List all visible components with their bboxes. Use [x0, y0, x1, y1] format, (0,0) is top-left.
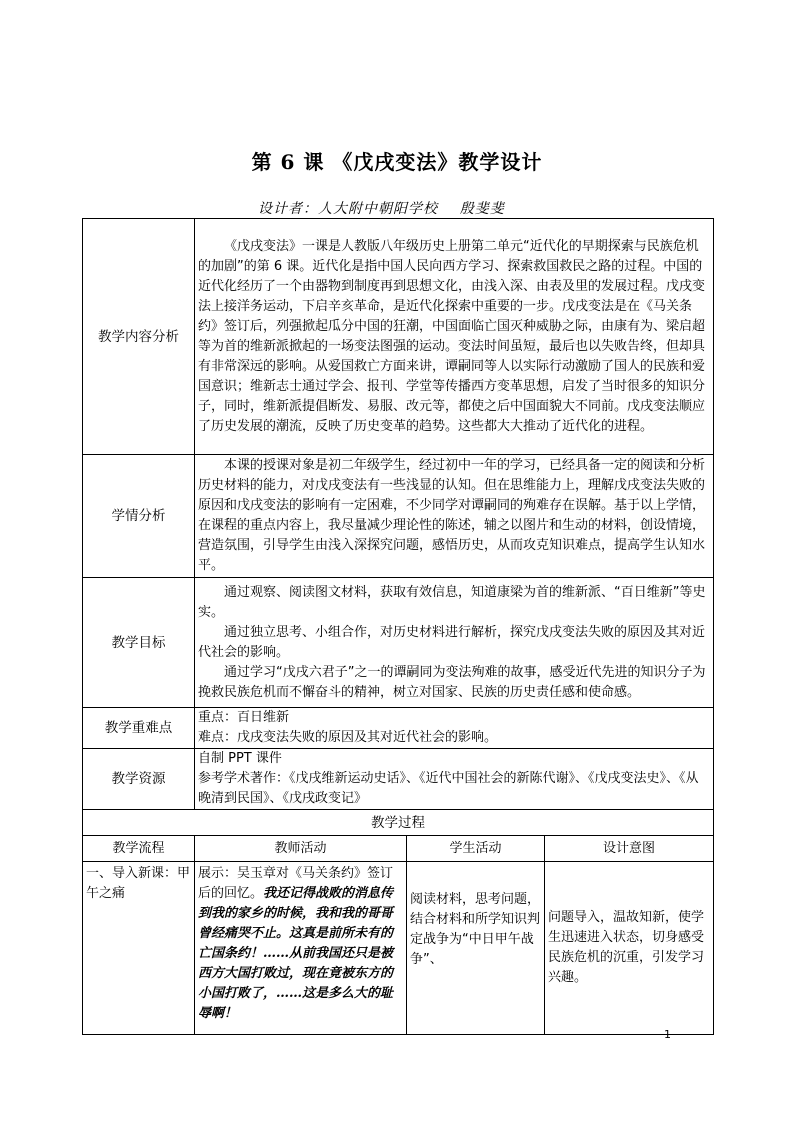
- difficult-point: 难点：戊戌变法失败的原因及其对近代社会的影响。: [198, 730, 498, 745]
- header-teacher: 教师活动: [195, 836, 407, 862]
- process-title: 教学过程: [83, 810, 714, 836]
- objective-2: 通过独立思考、小组合作，对历史材料进行解析，探究戊戌变法失败的原因及其对近代社会的影响。: [198, 624, 706, 660]
- cell-objectives: [195, 578, 714, 708]
- label-resources: 教学资源: [83, 749, 195, 810]
- process-header-row: [83, 836, 714, 862]
- cell-learner-analysis: [195, 455, 714, 578]
- cell-key-points: [195, 708, 714, 749]
- label-key-points: 教学重难点: [83, 708, 195, 749]
- row-content-analysis: [83, 219, 714, 455]
- stage-text: 一、导入新课：甲午之痛: [86, 866, 191, 901]
- objective-1: 通过观察、阅读图文材料，获取有效信息，知道康梁为首的维新派、“百日维新”等史实。: [198, 584, 706, 620]
- key-point: 重点：百日维新: [198, 710, 290, 725]
- label-objectives: 教学目标: [83, 578, 195, 708]
- lesson-plan-table: [82, 218, 714, 1035]
- row-learner-analysis: [83, 455, 714, 578]
- row-key-points: [83, 708, 714, 749]
- cell-stage: [83, 862, 195, 1035]
- cell-intent: [545, 862, 714, 1035]
- label-content-analysis: 教学内容分析: [83, 219, 195, 455]
- objective-3: 通过学习“戊戌六君子”之一的谭嗣同为变法殉难的故事，感受近代先进的知识分子为挽救民族危机而不懈奋斗的精神，树立对国家、民族的历史责任感和使命感。: [198, 664, 706, 700]
- intent-text: 问题导入，温故知新，使学生迅速进入状态，切身感受民族危机的沉重，引发学习兴趣。: [548, 910, 705, 985]
- row-objectives: [83, 578, 714, 708]
- learner-analysis-text: 本课的授课对象是初二年级学生，经过初中一年的学习，已经具备一定的阅读和分析历史材料的能力，对戊戌变法有一些浅显的认知。但在思维能力上，理解戊戌变法失败的原因和戊戌变法的影响有一定困难，不少同学对谭嗣同的殉难存在误解。基于以上学情，在课程的重点内容上，我尽量减少理论性的陈述，辅之以图片和生动的材料，创设情境，营造氛围，引导学生由浅入深探究问题，感悟历史，从而攻克知识难点，提高学生认知水平。: [198, 458, 706, 573]
- student-text: 阅读材料，思考问题，结合材料和所学知识判定战争为“中日甲午战争”、: [410, 892, 541, 967]
- teacher-intro: 展示：吴玉章对《马关条约》签订后的回忆。: [198, 866, 394, 901]
- header-student: 学生活动: [407, 836, 545, 862]
- cell-teacher: [195, 862, 407, 1035]
- page-number: 1: [664, 1028, 671, 1041]
- header-intent: 设计意图: [545, 836, 714, 862]
- designer-line: 设计者：人大附中朝阳学校 殷斐斐: [258, 201, 505, 217]
- cell-resources: [195, 749, 714, 810]
- resource-books: 参考学术著作：《戊戌维新运动史话》、《近代中国社会的新陈代谢》、《戊戌变法史》、《从晚清到民国》、《戊戌政变记》: [198, 771, 699, 806]
- cell-content-analysis: [195, 219, 714, 455]
- resource-ppt: 自制 PPT 课件: [198, 751, 282, 766]
- label-learner-analysis: 学情分析: [83, 455, 195, 578]
- teacher-quote: 我还记得战败的消息传到我的家乡的时候，我和我的哥哥曾经痛哭不止。这真是前所未有的亡国条约！……从前我国还只是被西方大国打败过，现在竟被东方的小国打败了，……这是多么大的耻辱啊！: [198, 886, 394, 1021]
- header-stage: 教学流程: [83, 836, 195, 862]
- content-analysis-text: 《戊戌变法》一课是人教版八年级历史上册第二单元“近代化的早期探索与民族危机的加剧”的第 6 课。近代化是指中国人民向西方学习、探索救国救民之路的过程。中国的近代化经历了一个由器物到制度再到思想文化，由浅入深、由表及里的发展过程。戊戌变法上接洋务运动，下启辛亥革命，是近代化探索中重要的一步。戊戌变法是在《马关条约》签订后，列强掀起瓜分中国的狂潮，中国面临亡国灭种威胁之际，由康有为、梁启超等为首的维新派掀起的一场变法图强的运动。变法时间虽短，最后也以失败告终，但却具有非常深远的影响。从爱国救亡方面来讲，谭嗣同等人以实际行动激励了国人的民族和爱国意识；维新志士通过学会、报刊、学堂等传播西方变革思想，启发了当时很多的知识分子，同时，维新派提倡断发、易服、改元等，都使之后中国面貌大不同前。戊戌变法顺应了历史发展的潮流，反映了历史变革的趋势。这些都大大推动了近代化的进程。: [198, 238, 706, 434]
- process-row: [83, 862, 714, 1035]
- row-resources: [83, 749, 714, 810]
- row-process-title: [83, 810, 714, 836]
- cell-student: [407, 862, 545, 1035]
- page-title: 第 6 课 《戊戌变法》教学设计: [251, 150, 543, 174]
